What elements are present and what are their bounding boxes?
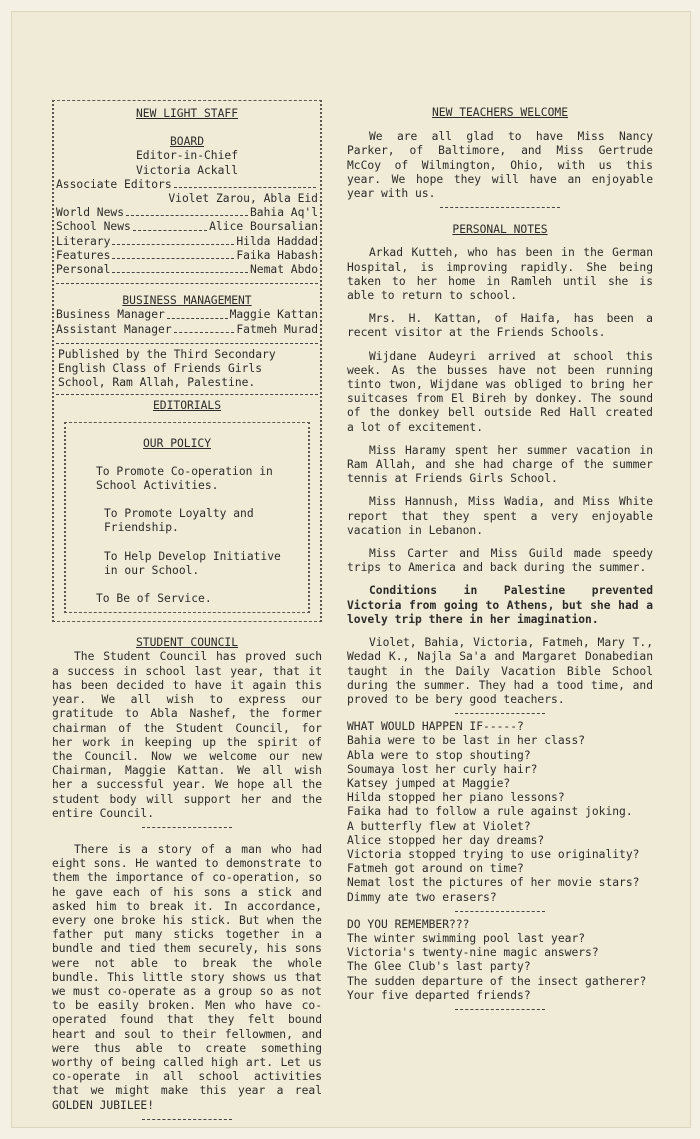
divider	[455, 713, 545, 714]
associate-label: Associate Editors	[56, 177, 172, 191]
personal-note: Miss Hannush, Miss Wadia, and Miss White report that they spent a very enjoyable vacation in Lebanon.	[347, 495, 653, 537]
business-heading: BUSINESS MANAGEMENT	[122, 294, 252, 308]
list-item: Fatmeh got around on time?	[347, 862, 524, 876]
policy-item: To Promote Co-operation in School Activities.	[96, 464, 273, 493]
divider	[142, 1119, 232, 1120]
list-item: Abla were to stop shouting?	[347, 748, 531, 762]
list-item: Bahia were to be last in her class?	[347, 734, 586, 748]
list-item: Dimmy ate two erasers?	[347, 890, 497, 904]
personal-note: Violet, Bahia, Victoria, Fatmeh, Mary T., Wedad K., Najla Sa'a and Margaret Donabedian taught in the Daily Vacation Bible School during the summer. They had a tood time, and proved to be bery good teachers.	[347, 636, 653, 706]
personal-note: Miss Carter and Miss Guild made speedy trips to America and back during the summer.	[347, 547, 653, 575]
staff-row: Features Faika Habash	[56, 248, 318, 262]
divider	[440, 207, 560, 208]
list-item: Faika had to follow a rule against joking.	[347, 805, 633, 819]
remember-list	[347, 932, 653, 1003]
policy-box	[64, 422, 310, 614]
new-teachers-heading: NEW TEACHERS WELCOME	[431, 106, 569, 119]
student-council-p1: The Student Council has proved such a success in school last year, that it has been decided to have it again this year. We all wish to express our gratitude to Abla Nashef, the former chairman of the Student Council, for her work in keeping up the spirit of the Council. Now we welcome our new Chairman, Maggie Kattan. We all wish her a successful year. We hope all the student body will support her and the entire Council.	[52, 650, 322, 820]
left-column	[52, 100, 322, 1126]
associate-names: Violet Zarou, Abla Eid	[168, 192, 318, 206]
personal-note: Miss Haramy spent her summer vacation in Ram Allah, and she had charge of the summer tennis at Friends Girls School.	[347, 443, 653, 486]
staff-box	[52, 100, 322, 622]
staff-row: World News Bahia Aq'l	[56, 206, 318, 220]
right-column	[347, 100, 653, 1016]
personal-note: Mrs. H. Kattan, of Haifa, has been a recent visitor at the Friends Schools.	[347, 312, 653, 340]
what-would-list	[347, 734, 653, 904]
list-item: Katsey jumped at Maggie?	[347, 776, 511, 790]
policy-item: To Help Develop Initiative in our School.	[104, 549, 281, 577]
divider	[455, 911, 545, 912]
policy-item: To Promote Loyalty and Friendship.	[104, 507, 254, 535]
staff-title: NEW LIGHT STAFF	[135, 107, 239, 120]
policy-item: To Be of Service.	[96, 592, 212, 606]
new-teachers-text: We are all glad to have Miss Nancy Parker, of Baltimore, and Miss Gertrude McCoy of Wilmington, Ohio, with us this year. We hope they will have an enjoyable year with us.	[347, 130, 653, 201]
board-heading: BOARD	[169, 135, 204, 149]
personal-note: Conditions in Palestine prevented Victoria from going to Athens, but she had a lovely trip there in her imagination.	[347, 584, 653, 626]
staff-row: Personal Nemat Abdo	[56, 263, 318, 277]
list-item: Alice stopped her day dreams?	[347, 833, 545, 847]
editor-title: Editor-in-Chief	[135, 149, 239, 163]
editorials-heading: EDITORIALS	[152, 399, 221, 413]
business-row: Assistant Manager Fatmeh Murad	[56, 322, 318, 336]
list-item: The sudden departure of the insect gatherer?	[347, 974, 647, 988]
list-item: A butterfly flew at Violet?	[347, 819, 531, 833]
published-note: Published by the Third Secondary English Class of Friends Girls School, Ram Allah, Palestine.	[58, 347, 276, 390]
personal-note: Wijdane Audeyri arrived at school this week. As the busses have not been running tinto twon, Wijdane was obliged to bring her suitcases from El Bireh by donkey. The sound of the donkey bell outside Red Hall created a lot of excitement.	[347, 349, 653, 434]
staff-row: Literary Hilda Haddad	[56, 234, 318, 248]
what-would-heading: WHAT WOULD HAPPEN IF-----?	[347, 720, 524, 734]
list-item: Victoria stopped trying to use originality?	[347, 847, 640, 861]
list-item: The winter swimming pool last year?	[347, 931, 586, 945]
student-council-p2: There is a story of a man who had eight sons. He wanted to demonstrate to them the importance of co-operation, so he gave each of his sons a stick and asked him to break it. In accordance, every one broke his stick. But when the father put many sticks together in a bundle and tied them securely, his sons were not able to break the whole bundle. This little story shows us that we must co-operate as a group so as not to be easily broken. Men who have co-operated found that they felt bound heart and soul to their fellowmen, and were thus able to create something worthy of being called high art. Let us co-operate in all school activities that we might make this year a real GOLDEN JUBILEE!	[52, 842, 322, 1112]
remember-heading: DO YOU REMEMBER???	[347, 917, 470, 931]
list-item: Your five departed friends?	[347, 988, 531, 1002]
list-item: Hilda stopped her piano lessons?	[347, 791, 565, 805]
personal-note: Arkad Kutteh, who has been in the German Hospital, is improving rapidly. She being taken to her home in Ramleh until she is able to return to school.	[347, 246, 653, 303]
list-item: The Glee Club's last party?	[347, 960, 531, 974]
list-item: Victoria's twenty-nine magic answers?	[347, 946, 599, 960]
business-row: Business Manager Maggie Kattan	[56, 308, 318, 322]
editor-name: Victoria Ackall	[135, 163, 239, 177]
staff-rows	[56, 206, 318, 277]
policy-title: OUR POLICY	[142, 436, 211, 450]
personal-notes-heading: PERSONAL NOTES	[452, 223, 548, 237]
divider	[142, 827, 232, 828]
list-item: Soumaya lost her curly hair?	[347, 762, 538, 776]
list-item: Nemat lost the pictures of her movie stars?	[347, 876, 640, 890]
staff-row: School News Alice Boursalian	[56, 220, 318, 234]
divider	[455, 1009, 545, 1010]
student-council-heading: STUDENT COUNCIL	[135, 636, 239, 650]
